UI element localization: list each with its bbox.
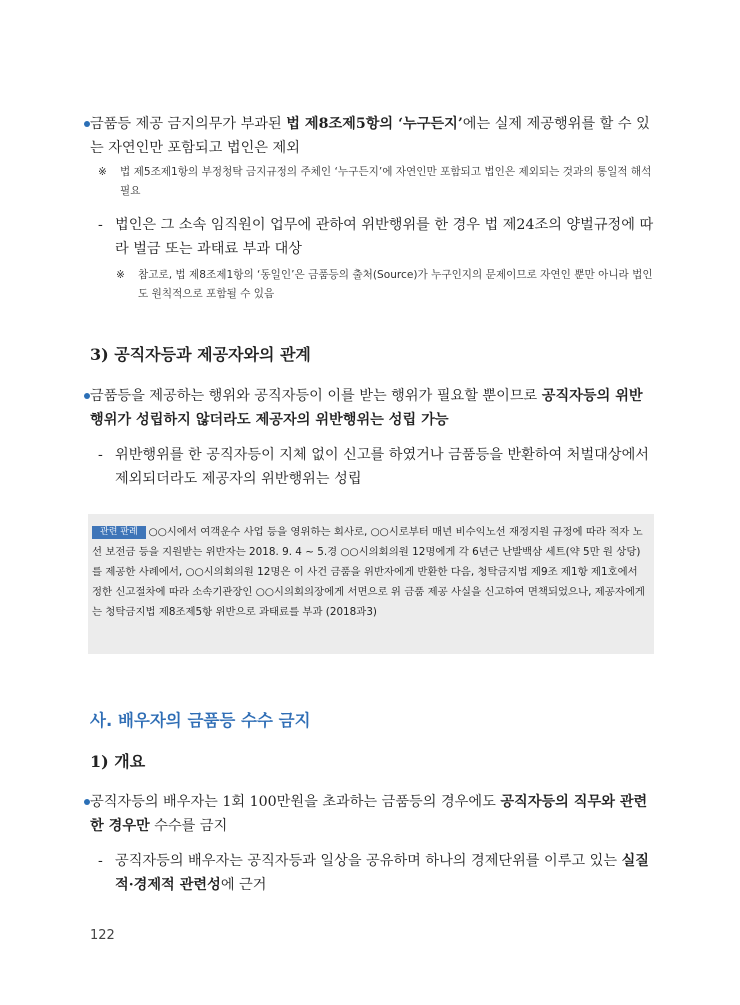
page-number: 122: [90, 928, 115, 943]
reference-note: ※ 참고로, 법 제8조제1항의 ‘동일인’은 금품등의 출처(Source)가 누구인지의 문제이므로 자연인 뿐만 아니라 법인도 원칙적으로 포함될 수 있음: [116, 269, 653, 300]
case-text: 관련 판례 ○○시에서 여객운수 사업 등을 영위하는 회사로, ○○시로부터 매년 비수익노선 재정지원 규정에 따라 적자 노선 보전금 등을 지원받는 위반자는 2018. 9. 4 ~ 5.경 ○○시의회의원 12명에게 각 6년근 난발백삼 세트(약 5만 원 상당)를 제공한 사례에서, ○○시의회의원 12명은 이 사건 금품을 위반자에게 반환한 다음, 청탁금지법 제9조 제1항 제1호에서 정한 신고절차에 따라 소속기관장인 ○○시의회의장에게 서면으로 위 금품 제공 사실을 신고하여 면책되었으나, 제공자에게는 청탁금지법 제8조제5항 위반으로 과태료를 부과 (2018과3): [92, 526, 645, 618]
bullet-item-nugudeunji: 금품등 제공 금지의무가 부과된 법 제8조제5항의 ‘누구든지’에는 실제 제공행위를 할 수 있는 자연인만 포함되고 법인은 제외: [90, 112, 656, 160]
chapter-heading: 사. 배우자의 금품등 수수 금지: [90, 711, 311, 730]
bullet-item-spouse: 공직자등의 배우자는 1회 100만원을 초과하는 금품등의 경우에도 공직자등의 직무와 관련한 경우만 수수를 금지: [90, 790, 656, 838]
bullet-item-relation: 금품등을 제공하는 행위와 공직자등이 이를 받는 행위가 필요할 뿐이므로 공직자등의 위반행위가 성립하지 않더라도 제공자의 위반행위는 성립 가능: [90, 384, 656, 432]
reference-note: ※ 법 제5조제1항의 부정청탁 금지규정의 주체인 ‘누구든지’에 자연인만 포함되고 법인은 제외되는 것과의 통일적 해석 필요: [98, 166, 652, 197]
bullet-dot-icon: [84, 121, 90, 127]
dash-item-provider: - 위반행위를 한 공직자등이 지체 없이 신고를 하였거나 금품등을 반환하여 처벌대상에서 제외되더라도 제공자의 위반행위는 성립: [98, 447, 649, 487]
bullet-dot-icon: [84, 799, 90, 805]
related-case-box: [88, 514, 654, 654]
section-heading: 3) 공직자등과 제공자와의 관계: [90, 345, 311, 364]
subsection-heading: 1) 개요: [90, 752, 146, 771]
case-tag: 관련 판례: [92, 526, 146, 539]
dash-item-corporation: - 법인은 그 소속 임직원이 업무에 관하여 위반행위를 한 경우 법 제24조의 양벌규정에 따라 벌금 또는 과태료 부과 대상: [98, 217, 654, 257]
bullet-dot-icon: [84, 393, 90, 399]
dash-item-spouse: - 공직자등의 배우자는 공직자등과 일상을 공유하며 하나의 경제단위를 이루고 있는 실질적·경제적 관련성에 근거: [98, 853, 649, 893]
